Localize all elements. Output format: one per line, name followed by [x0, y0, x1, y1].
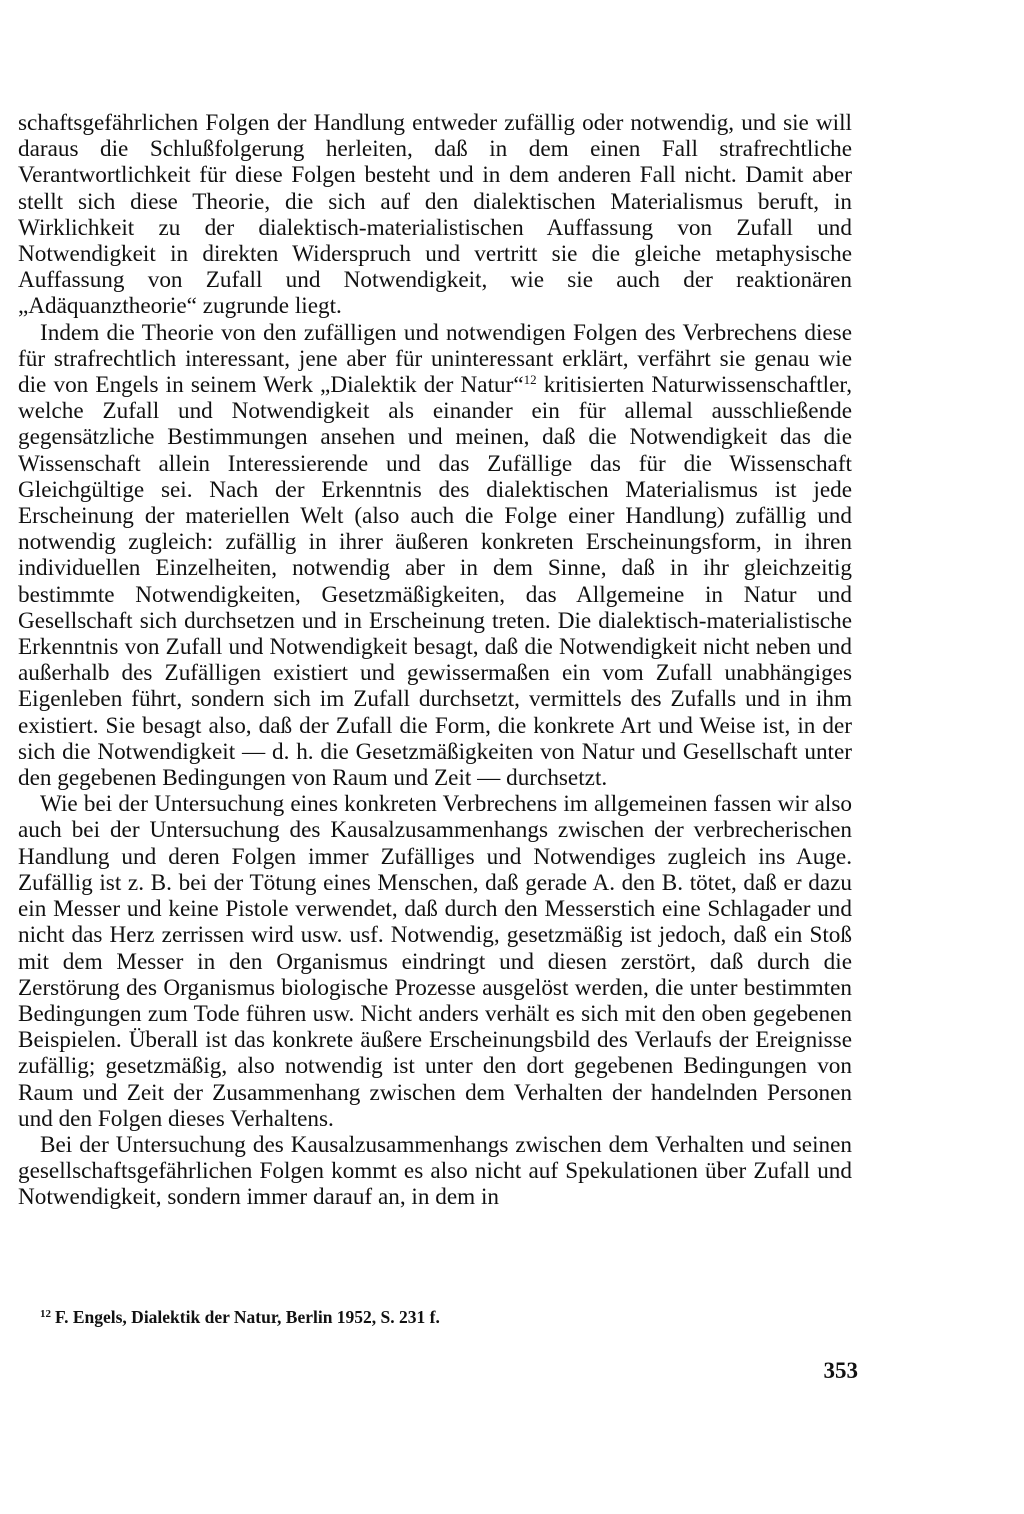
footnote-number: 12	[40, 1308, 51, 1320]
paragraph-4: Bei der Untersuchung des Kausalzusammenhangs zwischen dem Verhalten und seinen gesellschaftsgefährlichen Folgen kommt es also nicht auf Spekulationen über Zufall und Notwendigkeit, sondern immer darauf an, in dem in	[18, 1131, 852, 1211]
paragraph-2-text-a: Indem die Theorie von den zufälligen und notwendigen Folgen des Verbrechens diese für strafrechtlich interessant, jene aber für uninteressant erklärt, verfährt sie genau wie die von Engels in seinem Werk „Dialektik der Natur“	[18, 319, 852, 399]
footnote	[40, 1306, 840, 1328]
paragraph-3: Wie bei der Untersuchung eines konkreten Verbrechens im allgemeinen fassen wir also auch bei der Untersuchung des Kausalzusammenhangs zwischen der verbrecherischen Handlung und deren Folgen immer Zufälliges und Notwendiges zugleich ins Auge. Zufällig ist z. B. bei der Tötung eines Menschen, daß gerade A. den B. tötet, daß er dazu ein Messer und keine Pistole verwendet, daß durch den Messerstich eine Schlagader und nicht das Herz zerrissen wird usw. usf. Notwendig, gesetzmäßig ist jedoch, daß ein Stoß mit dem Messer in den Organismus eindringt und diesen zerstört, daß durch die Zerstörung des Organismus biologische Prozesse ausgelöst werden, die unter bestimmten Bedingungen zum Tode führen usw. Nicht anders verhält es sich mit den oben gegebenen Beispielen. Überall ist das konkrete äußere Erscheinungsbild des Verlaufs der Ereignisse zufällig; gesetzmäßig, also notwendig ist unter den dort gegebenen Bedingungen von Raum und Zeit der Zusammenhang zwischen dem Verhalten der handelnden Personen und den Folgen dieses Verhaltens.	[18, 791, 852, 1132]
footnote-reference: 12	[523, 372, 537, 388]
footnote-text: F. Engels, Dialektik der Natur, Berlin 1952, S. 231 f.	[55, 1307, 440, 1327]
page-number: 353	[823, 1358, 858, 1383]
paragraph-1: schaftsgefährlichen Folgen der Handlung entweder zufällig oder notwendig, und sie will daraus die Schlußfolgerung herleiten, daß in dem einen Fall strafrechtliche Verantwortlichkeit für diese Folgen besteht und in dem anderen Fall nicht. Damit aber stellt sich diese Theorie, die sich auf den dialektischen Materialismus beruft, in Wirklichkeit zu der dialektisch-materialistischen Auffassung von Zufall und Notwendigkeit in direkten Widerspruch und vertritt sie die gleiche metaphysische Auffassung von Zufall und Notwendigkeit, wie sie auch der reaktionären „Adäquanztheorie“ zugrunde liegt.	[18, 110, 852, 320]
paragraph-2-text-b: kritisierten Naturwissenschaftler, welche Zufall und Notwendigkeit als einander ein für allemal ausschließende gegensätzliche Bestimmungen ansehen und meinen, daß die Notwendigkeit das die Wissenschaft allein Interessierende und das Zufällige das für die Wissenschaft Gleichgültige sei. Nach der Erkenntnis des dialektischen Materialismus ist jede Erscheinung der materiellen Welt (also auch die Folge einer Handlung) zufällig und notwendig zugleich: zufällig in ihrer äußeren konkreten Erscheinungsform, in ihren individuellen Einzelheiten, notwendig aber in dem Sinne, daß in ihr gleichzeitig bestimmte Notwendigkeiten, Gesetzmäßigkeiten, das Allgemeine in Natur und Gesellschaft sich durchsetzen und in Erscheinung treten. Die dialektisch-materialistische Erkenntnis von Zufall und Notwendigkeit besagt, daß die Notwendigkeit nicht neben und außerhalb des Zufälligen existiert und gewissermaßen ein vom Zufall unabhängiges Eigenleben führt, sondern sich im Zufall durchsetzt, vermittels des Zufalls und in ihm existiert. Sie besagt also, daß der Zufall die Form, die konkrete Art und Weise ist, in der sich die Notwendigkeit — d. h. die Gesetzmäßigkeiten von Natur und Gesellschaft unter den gegebenen Bedingungen von Raum und Zeit — durchsetzt.	[18, 372, 852, 792]
body-text	[18, 110, 852, 1211]
paragraph-2	[18, 320, 852, 792]
